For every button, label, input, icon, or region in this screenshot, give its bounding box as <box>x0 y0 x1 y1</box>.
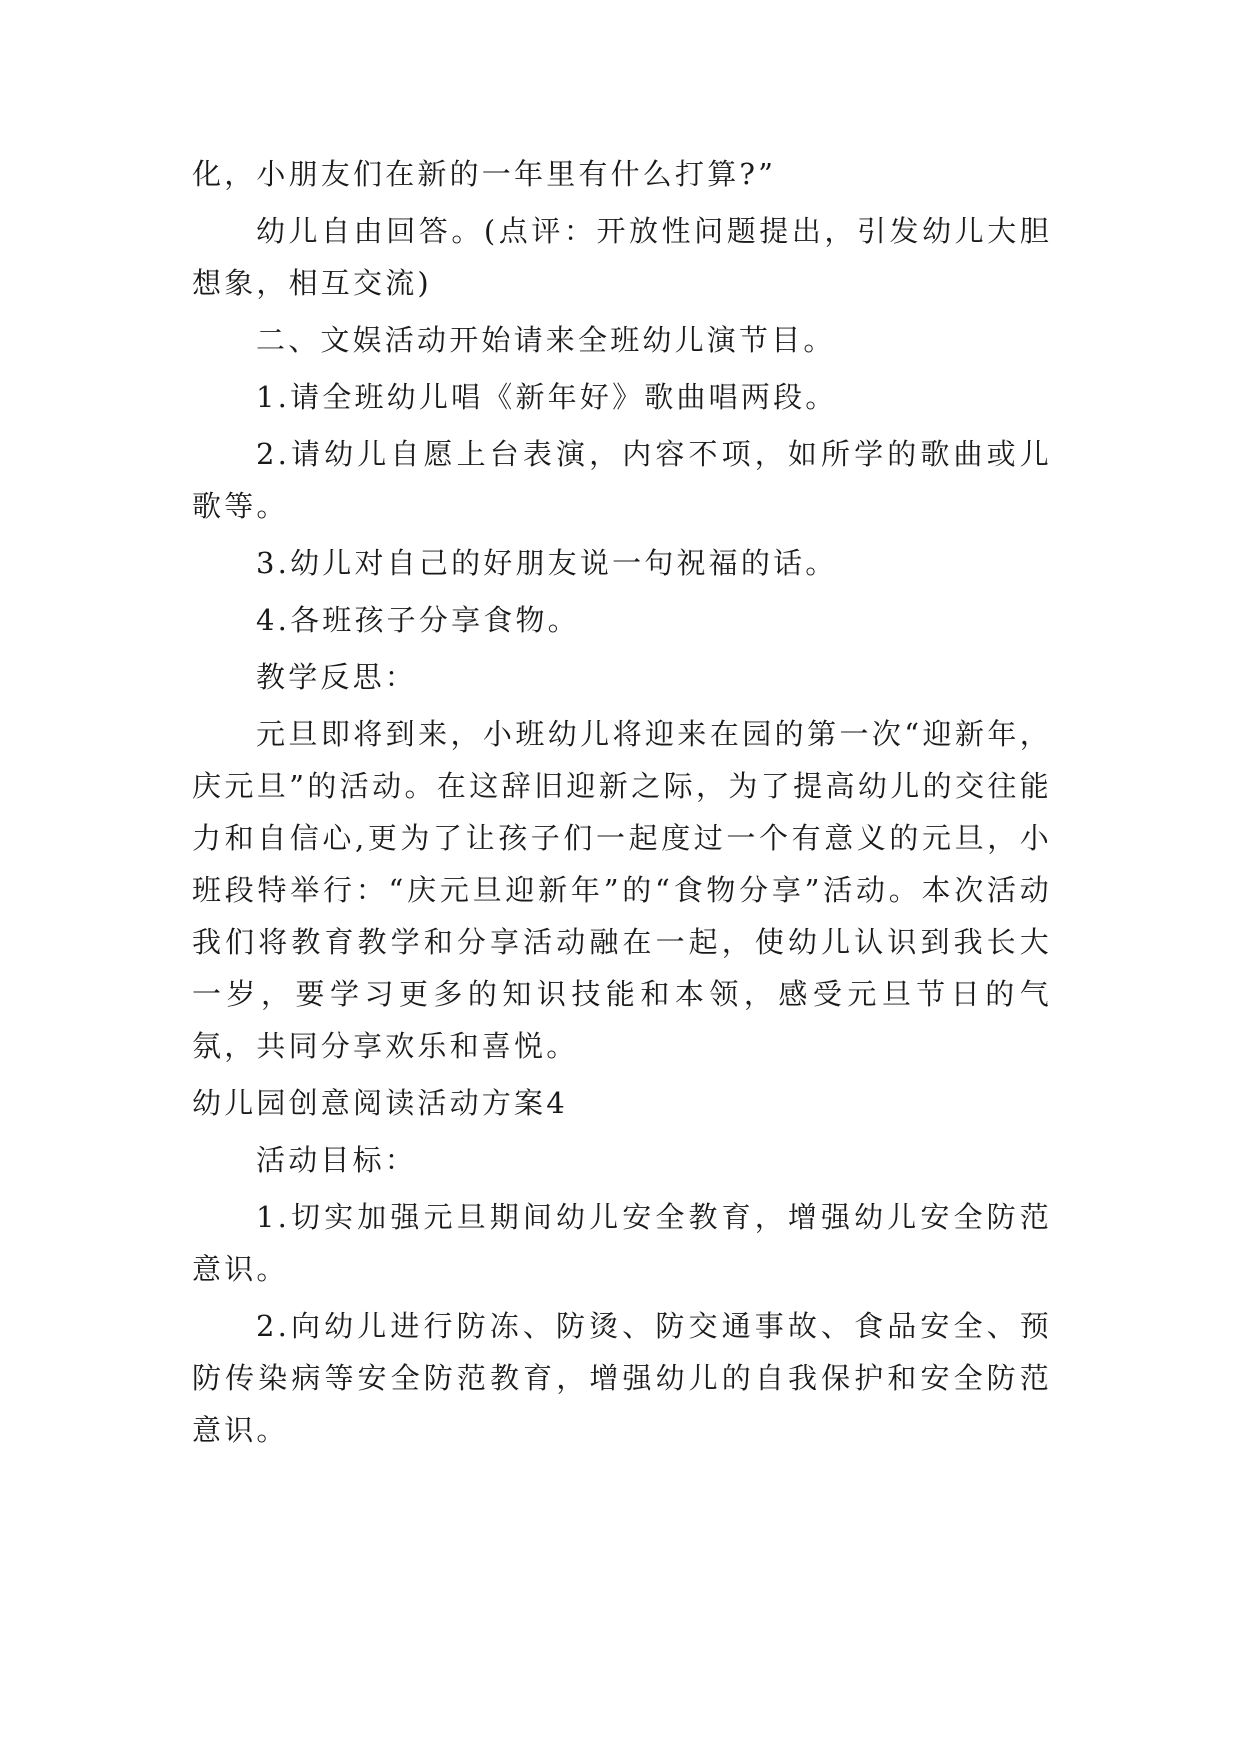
goal-item-1: 1.切实加强元旦期间幼儿安全教育，增强幼儿安全防范意识。 <box>192 1200 1052 1286</box>
list-item-1: 1.请全班幼儿唱《新年好》歌曲唱两段。 <box>256 380 838 414</box>
goal-item-2: 2.向幼儿进行防冻、防烫、防交通事故、食品安全、预防传染病等安全防范教育，增强幼儿的自我保护和安全防范意识。 <box>192 1309 1052 1447</box>
paragraph-section-two: 二、文娱活动开始请来全班幼儿演节目。 <box>256 323 836 357</box>
list-item-4: 4.各班孩子分享食物。 <box>256 603 580 637</box>
reflection-paragraph: 元旦即将到来，小班幼儿将迎来在园的第一次“迎新年，庆元旦”的活动。在这辞旧迎新之际，为了提高幼儿的交往能力和自信心,更为了让孩子们一起度过一个有意义的元旦，小班段特举行：“庆元旦迎新年”的“食物分享”活动。本次活动我们将教育教学和分享活动融在一起，使幼儿认识到我长大一岁，要学习更多的知识技能和本领，感受元旦节日的气氛，共同分享欢乐和喜悦。 <box>192 717 1052 1063</box>
list-item-3: 3.幼儿对自己的好朋友说一句祝福的话。 <box>256 546 838 580</box>
goals-label: 活动目标： <box>256 1143 418 1177</box>
document-page <box>192 148 1052 1461</box>
section-heading: 幼儿园创意阅读活动方案4 <box>192 1086 568 1120</box>
reflection-label: 教学反思： <box>256 660 418 694</box>
paragraph-continuation: 化，小朋友们在新的一年里有什么打算?” <box>192 157 777 191</box>
list-item-2: 2.请幼儿自愿上台表演，内容不项，如所学的歌曲或儿歌等。 <box>192 437 1052 523</box>
paragraph-free-answer: 幼儿自由回答。(点评：开放性问题提出，引发幼儿大胆想象，相互交流) <box>192 214 1052 300</box>
